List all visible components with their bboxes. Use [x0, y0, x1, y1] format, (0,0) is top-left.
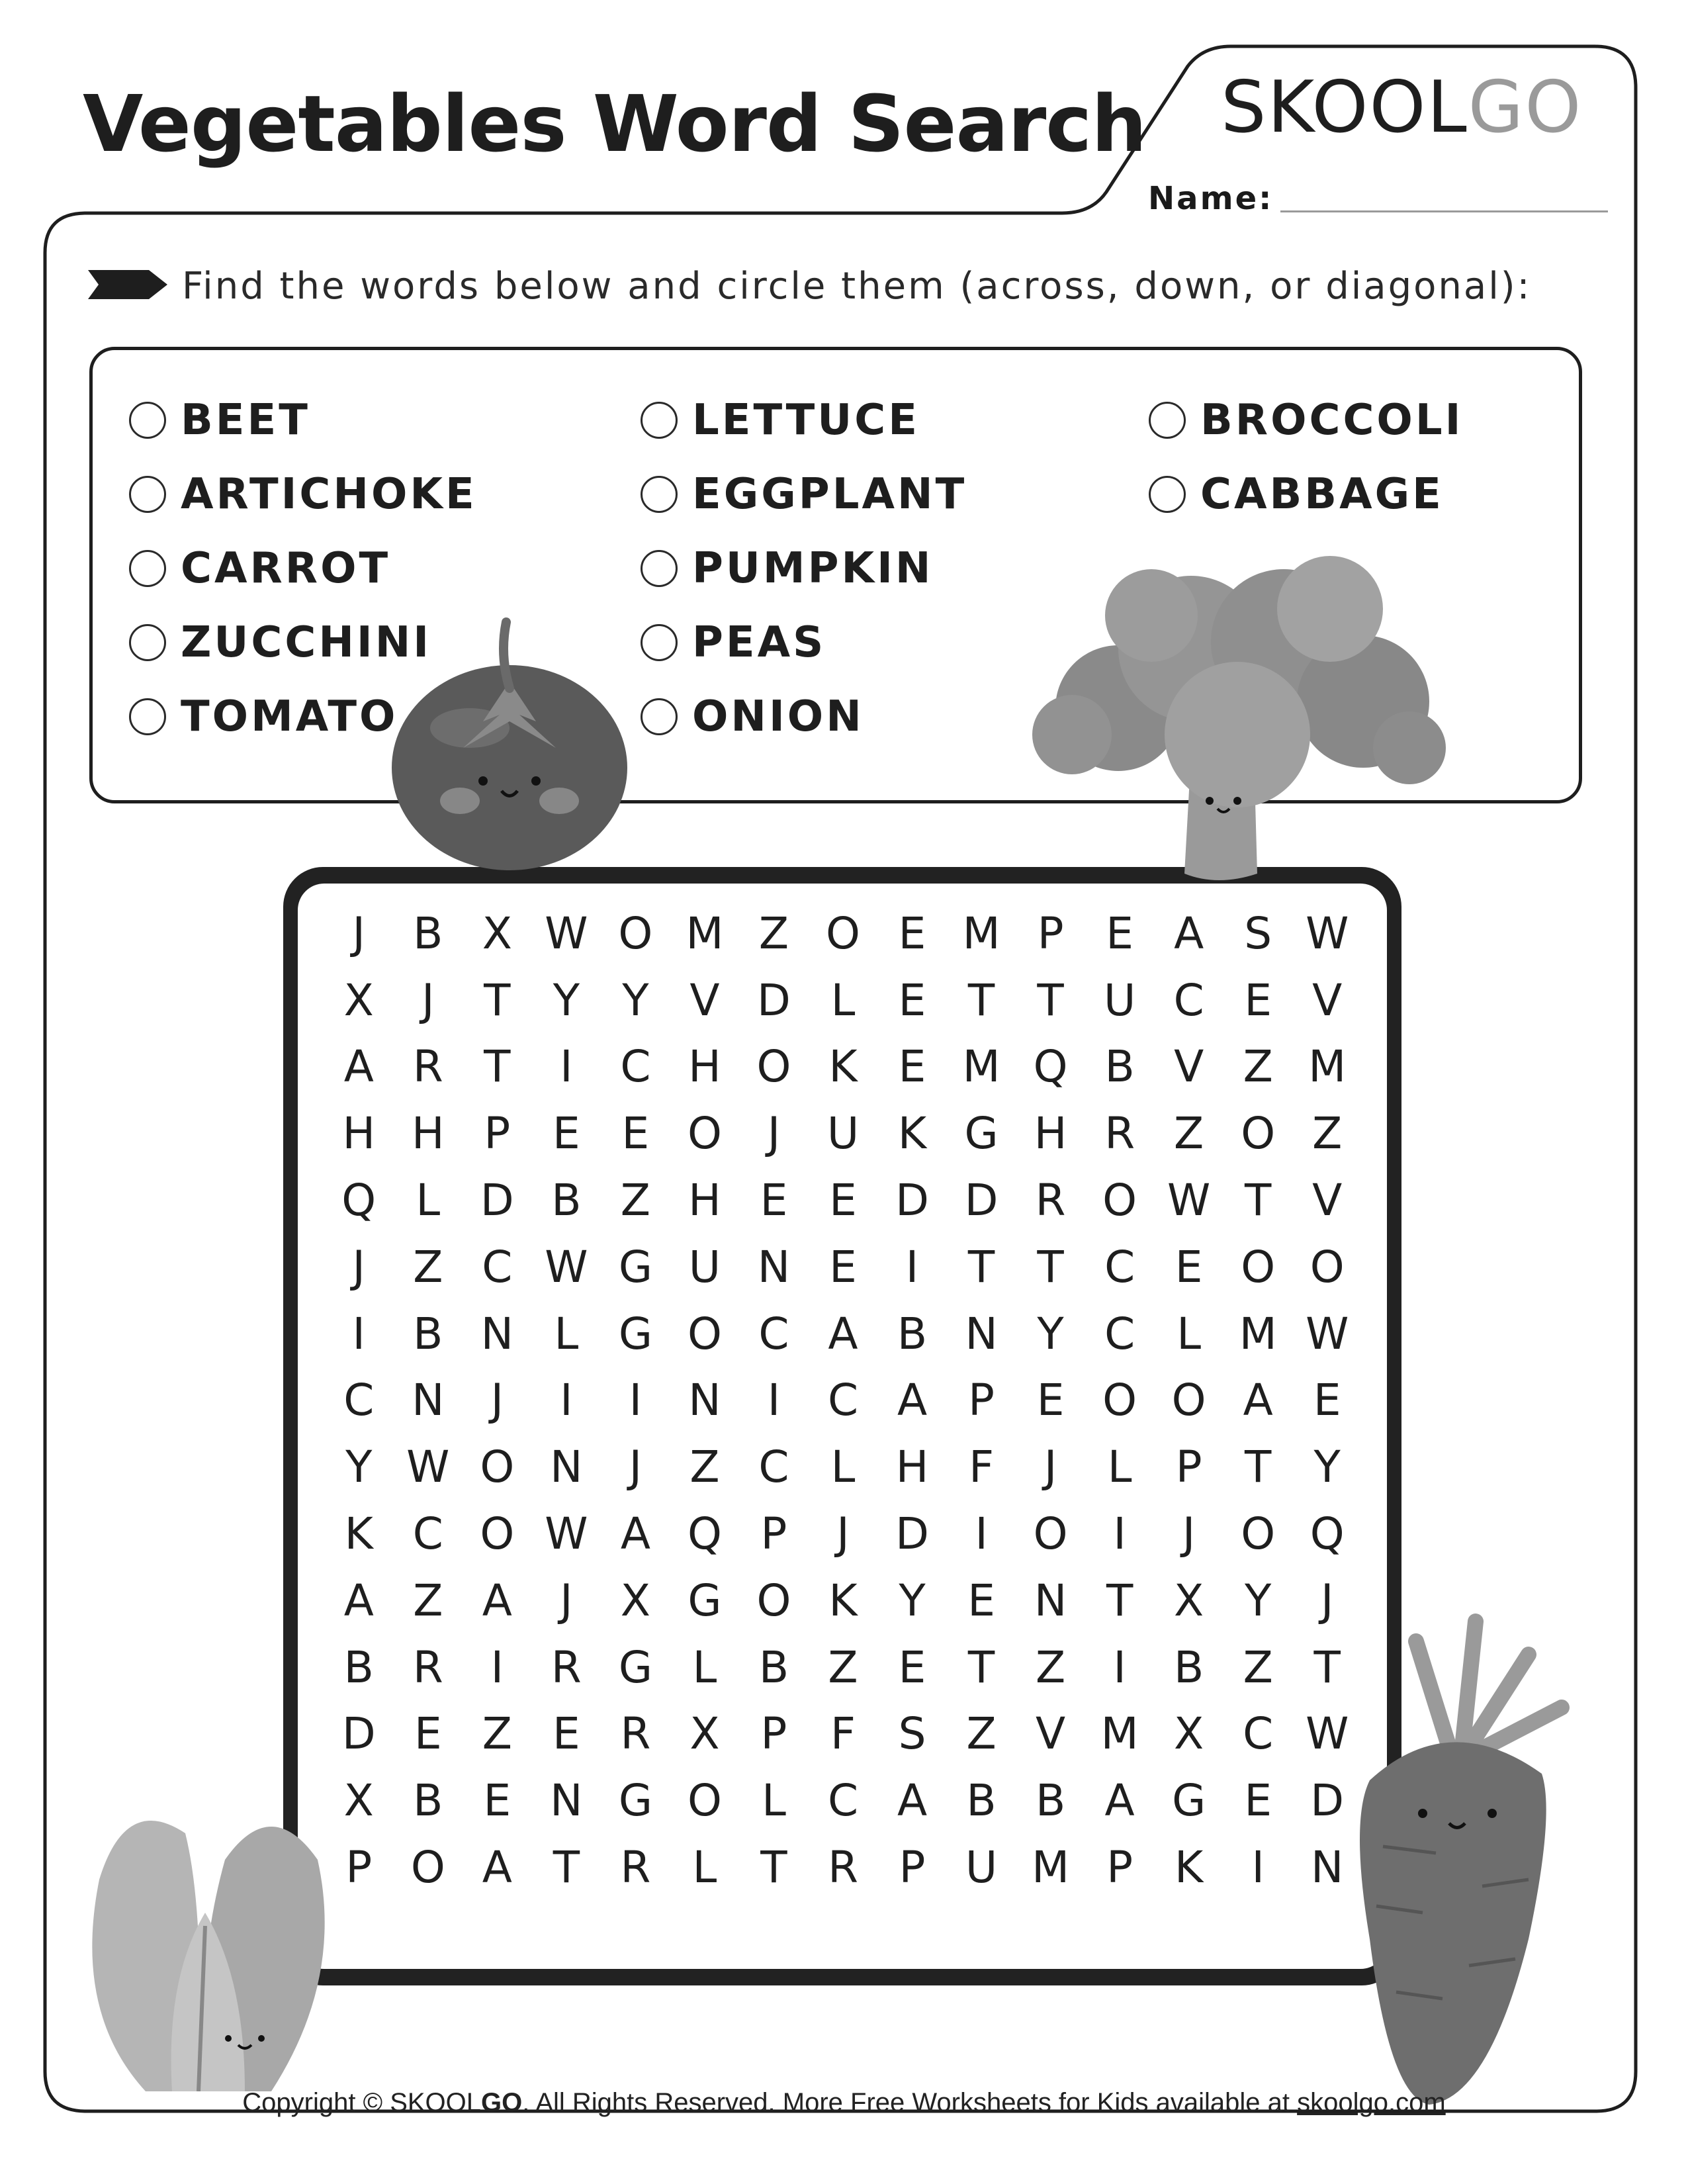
grid-letter[interactable]: G — [1172, 1775, 1206, 1827]
grid-letter[interactable]: Y — [345, 1441, 373, 1493]
grid-letter[interactable]: O — [1033, 1508, 1068, 1560]
grid-letter[interactable]: J — [422, 974, 435, 1026]
grid-letter[interactable]: X — [343, 974, 374, 1026]
grid-letter[interactable]: O — [480, 1508, 515, 1560]
grid-letter[interactable]: Q — [1310, 1508, 1345, 1560]
grid-letter[interactable]: D — [964, 1175, 999, 1226]
grid-letter[interactable]: J — [767, 1108, 781, 1160]
grid-letter[interactable]: O — [410, 1842, 445, 1893]
grid-letter[interactable]: U — [1103, 974, 1136, 1026]
grid-letter[interactable]: B — [413, 1308, 443, 1359]
grid-letter[interactable]: R — [412, 1641, 443, 1693]
page-title: Vegetables Word Search — [83, 78, 1147, 169]
grid-letter[interactable]: U — [688, 1241, 721, 1293]
word-item[interactable] — [641, 465, 967, 524]
grid-letter[interactable]: N — [480, 1308, 514, 1359]
grid-letter[interactable]: H — [411, 1108, 445, 1160]
grid-letter[interactable]: E — [898, 1641, 926, 1693]
grid-letter[interactable]: N — [757, 1241, 791, 1293]
grid-letter[interactable]: Y — [553, 974, 580, 1026]
grid-letter[interactable]: V — [1174, 1041, 1204, 1093]
grid-letter[interactable]: T — [1245, 1175, 1272, 1226]
grid-letter[interactable]: O — [687, 1775, 722, 1827]
grid-letter[interactable]: M — [1239, 1308, 1277, 1359]
grid-letter[interactable]: I — [560, 1041, 573, 1093]
grid-letter[interactable]: D — [341, 1708, 376, 1760]
word-item[interactable] — [641, 390, 920, 450]
grid-letter[interactable]: B — [1174, 1641, 1204, 1693]
grid-letter[interactable]: Y — [899, 1574, 926, 1626]
word-item[interactable] — [641, 613, 826, 672]
grid-letter[interactable]: P — [760, 1708, 787, 1760]
grid-letter[interactable]: B — [1035, 1775, 1066, 1827]
letter-grid — [324, 900, 1362, 1901]
grid-letter[interactable]: E — [553, 1708, 580, 1760]
grid-letter[interactable]: E — [898, 907, 926, 959]
word-label: BEET — [181, 396, 310, 445]
tomato-illustration-icon — [384, 609, 635, 887]
word-label: BROCCOLI — [1200, 396, 1464, 445]
grid-letter[interactable]: Z — [1174, 1108, 1204, 1160]
grid-letter[interactable]: E — [483, 1775, 511, 1827]
grid-letter[interactable]: C — [412, 1508, 443, 1560]
copyright-prefix: Copyright © SKOOL — [242, 2088, 482, 2117]
grid-letter[interactable]: M — [1032, 1842, 1070, 1893]
grid-letter[interactable]: I — [352, 1308, 365, 1359]
grid-letter[interactable]: G — [964, 1108, 999, 1160]
grid-letter[interactable]: K — [344, 1508, 373, 1560]
grid-letter[interactable]: Z — [1243, 1641, 1273, 1693]
grid-letter[interactable]: Z — [620, 1175, 650, 1226]
grid-letter[interactable]: E — [1313, 1375, 1341, 1426]
grid-letter[interactable]: I — [629, 1375, 643, 1426]
grid-letter[interactable]: P — [760, 1508, 787, 1560]
grid-letter[interactable]: U — [965, 1842, 998, 1893]
grid-letter[interactable]: O — [687, 1308, 722, 1359]
grid-letter[interactable]: R — [1035, 1175, 1066, 1226]
checkbox-circle-icon[interactable] — [129, 476, 166, 513]
grid-letter[interactable]: X — [689, 1708, 720, 1760]
grid-letter[interactable]: I — [905, 1241, 919, 1293]
checkbox-circle-icon[interactable] — [1149, 476, 1186, 513]
grid-letter[interactable]: L — [416, 1175, 441, 1226]
grid-letter[interactable]: Z — [413, 1241, 443, 1293]
grid-letter[interactable]: R — [828, 1842, 858, 1893]
checkbox-circle-icon[interactable] — [129, 550, 166, 587]
grid-letter[interactable]: C — [1243, 1708, 1274, 1760]
grid-letter[interactable]: O — [756, 1041, 791, 1093]
grid-letter[interactable]: C — [482, 1241, 513, 1293]
grid-letter[interactable]: O — [756, 1574, 791, 1626]
name-input-line[interactable] — [1280, 210, 1608, 212]
brand-logo — [1221, 66, 1582, 149]
grid-letter[interactable]: E — [1244, 974, 1272, 1026]
checkbox-circle-icon[interactable] — [641, 698, 678, 735]
grid-letter[interactable]: A — [1243, 1375, 1273, 1426]
word-label: PUMPKIN — [692, 544, 934, 593]
grid-letter[interactable]: O — [1241, 1108, 1276, 1160]
grid-letter[interactable]: K — [1175, 1842, 1204, 1893]
grid-letter[interactable]: Z — [828, 1641, 858, 1693]
grid-letter[interactable]: O — [826, 907, 860, 959]
copyright-middle: . All Rights Reserved. More Free Worksheets for Kids available at — [522, 2088, 1298, 2117]
grid-letter[interactable]: P — [968, 1375, 995, 1426]
grid-letter[interactable]: C — [1173, 974, 1204, 1026]
grid-letter[interactable]: R — [620, 1842, 651, 1893]
word-label: CABBAGE — [1200, 470, 1444, 519]
grid-letter[interactable]: T — [1245, 1441, 1272, 1493]
grid-letter[interactable]: D — [480, 1175, 514, 1226]
grid-letter[interactable]: V — [1312, 1175, 1343, 1226]
grid-letter[interactable]: W — [406, 1441, 450, 1493]
grid-letter[interactable]: A — [897, 1775, 928, 1827]
grid-letter[interactable]: N — [1034, 1574, 1067, 1626]
checkbox-circle-icon[interactable] — [641, 402, 678, 439]
grid-letter[interactable]: C — [827, 1775, 859, 1827]
grid-letter[interactable]: T — [1106, 1574, 1133, 1626]
logo-text-go: GO — [1468, 66, 1583, 149]
grid-letter[interactable]: L — [692, 1641, 717, 1693]
grid-letter[interactable]: I — [1251, 1842, 1265, 1893]
checkbox-circle-icon[interactable] — [129, 698, 166, 735]
grid-letter[interactable]: J — [1320, 1574, 1334, 1626]
arrow-icon — [88, 270, 167, 299]
grid-letter[interactable]: A — [828, 1308, 858, 1359]
grid-letter[interactable]: C — [827, 1375, 859, 1426]
grid-letter[interactable]: T — [1037, 974, 1064, 1026]
grid-letter[interactable]: B — [897, 1308, 928, 1359]
word-item[interactable] — [129, 390, 310, 450]
word-label: TOMATO — [181, 692, 398, 741]
grid-letter[interactable]: F — [830, 1708, 856, 1760]
grid-letter[interactable]: I — [560, 1375, 573, 1426]
grid-letter[interactable]: H — [688, 1175, 721, 1226]
grid-letter[interactable]: P — [1175, 1441, 1202, 1493]
grid-letter[interactable]: O — [618, 907, 653, 959]
checkbox-circle-icon[interactable] — [641, 624, 678, 661]
grid-letter[interactable]: N — [1311, 1842, 1344, 1893]
grid-letter[interactable]: E — [414, 1708, 442, 1760]
grid-letter[interactable]: E — [829, 1241, 857, 1293]
grid-letter[interactable]: Y — [1245, 1574, 1272, 1626]
grid-letter[interactable]: L — [692, 1842, 717, 1893]
grid-letter[interactable]: B — [1104, 1041, 1135, 1093]
word-item[interactable] — [129, 465, 477, 524]
grid-letter[interactable]: C — [758, 1441, 789, 1493]
grid-letter[interactable]: R — [551, 1641, 582, 1693]
grid-letter[interactable]: D — [895, 1508, 929, 1560]
grid-letter[interactable]: E — [621, 1108, 650, 1160]
checkbox-circle-icon[interactable] — [641, 476, 678, 513]
word-label: LETTUCE — [692, 396, 920, 445]
grid-letter[interactable]: J — [836, 1508, 850, 1560]
grid-letter[interactable]: K — [897, 1108, 927, 1160]
grid-letter[interactable]: T — [760, 1842, 787, 1893]
grid-letter[interactable]: Q — [687, 1508, 722, 1560]
grid-letter[interactable]: D — [895, 1175, 929, 1226]
checkbox-circle-icon[interactable] — [129, 402, 166, 439]
grid-letter[interactable]: L — [554, 1308, 579, 1359]
grid-letter[interactable]: A — [897, 1375, 928, 1426]
grid-letter[interactable]: B — [758, 1641, 789, 1693]
grid-letter[interactable]: V — [689, 974, 720, 1026]
name-label: Name: — [1148, 180, 1274, 217]
grid-letter[interactable]: Z — [689, 1441, 720, 1493]
grid-letter[interactable]: H — [342, 1108, 376, 1160]
grid-letter[interactable]: O — [1241, 1508, 1276, 1560]
grid-letter[interactable]: I — [767, 1375, 781, 1426]
grid-letter[interactable]: W — [545, 907, 588, 959]
grid-letter[interactable]: T — [484, 974, 511, 1026]
word-label: EGGPLANT — [692, 470, 967, 519]
grid-letter[interactable]: D — [1310, 1775, 1345, 1827]
grid-letter[interactable]: B — [413, 1775, 443, 1827]
grid-letter[interactable]: Z — [1243, 1041, 1273, 1093]
grid-letter[interactable]: P — [1037, 907, 1064, 959]
instruction-text: Find the words below and circle them (across, down, or diagonal): — [182, 265, 1532, 308]
grid-letter[interactable]: G — [618, 1241, 652, 1293]
grid-letter[interactable]: A — [482, 1842, 512, 1893]
grid-letter[interactable]: G — [688, 1574, 722, 1626]
grid-letter[interactable]: E — [829, 1175, 857, 1226]
word-label: PEAS — [692, 618, 826, 667]
grid-letter[interactable]: R — [1104, 1108, 1135, 1160]
grid-letter[interactable]: C — [343, 1375, 375, 1426]
grid-letter[interactable]: Q — [341, 1175, 377, 1226]
grid-letter[interactable]: A — [343, 1574, 374, 1626]
grid-letter[interactable]: M — [1308, 1041, 1347, 1093]
grid-letter[interactable]: T — [484, 1041, 511, 1093]
grid-letter[interactable]: U — [826, 1108, 860, 1160]
copyright-footer — [0, 2088, 1688, 2118]
grid-letter[interactable]: N — [550, 1441, 583, 1493]
grid-letter[interactable]: A — [1104, 1775, 1135, 1827]
grid-letter[interactable]: E — [1106, 907, 1133, 959]
word-item[interactable] — [1149, 390, 1463, 450]
grid-letter[interactable]: M — [962, 1041, 1000, 1093]
grid-letter[interactable]: M — [1100, 1708, 1139, 1760]
grid-letter[interactable]: N — [688, 1375, 721, 1426]
grid-letter[interactable]: I — [975, 1508, 988, 1560]
grid-letter[interactable]: Q — [1033, 1041, 1068, 1093]
grid-letter[interactable]: L — [830, 1441, 856, 1493]
word-item[interactable] — [129, 687, 398, 747]
grid-letter[interactable]: M — [962, 907, 1000, 959]
grid-letter[interactable]: N — [550, 1775, 583, 1827]
grid-letter[interactable]: T — [1313, 1641, 1341, 1693]
grid-letter[interactable]: E — [898, 974, 926, 1026]
grid-letter[interactable]: T — [967, 1641, 995, 1693]
grid-letter[interactable]: R — [620, 1708, 651, 1760]
grid-letter[interactable]: X — [482, 907, 512, 959]
word-label: ONION — [692, 692, 864, 741]
grid-letter[interactable]: X — [343, 1775, 374, 1827]
word-label: CARROT — [181, 544, 391, 593]
grid-letter[interactable]: W — [545, 1508, 588, 1560]
grid-letter[interactable]: P — [484, 1108, 511, 1160]
grid-letter[interactable]: B — [343, 1641, 374, 1693]
grid-letter[interactable]: J — [352, 907, 365, 959]
grid-letter[interactable]: J — [1182, 1508, 1196, 1560]
grid-letter[interactable]: Z — [758, 907, 789, 959]
grid-letter[interactable]: Y — [622, 974, 649, 1026]
checkbox-circle-icon[interactable] — [129, 624, 166, 661]
grid-letter[interactable]: H — [1034, 1108, 1067, 1160]
grid-letter[interactable]: I — [490, 1641, 504, 1693]
grid-letter[interactable]: W — [1306, 1708, 1349, 1760]
grid-letter[interactable]: K — [828, 1041, 858, 1093]
lettuce-illustration-icon — [73, 1780, 351, 2091]
grid-letter[interactable]: T — [1037, 1241, 1064, 1293]
grid-letter[interactable]: F — [969, 1441, 995, 1493]
grid-letter[interactable]: L — [1107, 1441, 1132, 1493]
grid-letter[interactable]: O — [1310, 1241, 1345, 1293]
grid-letter[interactable]: L — [762, 1775, 786, 1827]
grid-letter[interactable]: E — [553, 1108, 580, 1160]
grid-letter[interactable]: G — [618, 1641, 652, 1693]
footer-website-link[interactable]: skoolgo.com — [1297, 2088, 1446, 2117]
grid-letter[interactable]: C — [620, 1041, 651, 1093]
grid-letter[interactable]: I — [1113, 1641, 1126, 1693]
grid-letter[interactable]: K — [828, 1574, 858, 1626]
grid-letter[interactable]: Z — [413, 1574, 443, 1626]
grid-letter[interactable]: S — [898, 1708, 926, 1760]
grid-letter[interactable]: T — [967, 1241, 995, 1293]
grid-letter[interactable]: W — [1167, 1175, 1211, 1226]
grid-letter[interactable]: T — [553, 1842, 580, 1893]
grid-letter[interactable]: E — [967, 1574, 995, 1626]
grid-letter[interactable]: J — [1044, 1441, 1057, 1493]
grid-letter[interactable]: L — [1177, 1308, 1202, 1359]
grid-letter[interactable]: Z — [482, 1708, 512, 1760]
word-label: ARTICHOKE — [181, 470, 477, 519]
grid-letter[interactable]: Z — [966, 1708, 997, 1760]
grid-letter[interactable]: W — [1306, 907, 1349, 959]
word-item[interactable] — [641, 687, 864, 747]
checkbox-circle-icon[interactable] — [1149, 402, 1186, 439]
grid-letter[interactable]: N — [965, 1308, 998, 1359]
word-item[interactable] — [129, 539, 390, 598]
grid-letter[interactable]: O — [1102, 1375, 1137, 1426]
carrot-illustration-icon — [1330, 1595, 1575, 2111]
grid-letter[interactable]: Z — [1312, 1108, 1343, 1160]
grid-letter[interactable]: L — [830, 974, 856, 1026]
grid-letter[interactable]: J — [490, 1375, 504, 1426]
logo-text-skool: SKOOL — [1221, 66, 1468, 149]
word-item[interactable] — [1149, 465, 1444, 524]
grid-letter[interactable]: E — [1244, 1775, 1272, 1827]
grid-letter[interactable]: A — [482, 1574, 512, 1626]
grid-letter[interactable]: J — [560, 1574, 573, 1626]
grid-letter[interactable]: J — [352, 1241, 365, 1293]
grid-letter[interactable]: A — [343, 1041, 374, 1093]
grid-letter[interactable]: P — [1106, 1842, 1133, 1893]
grid-letter[interactable]: O — [687, 1108, 722, 1160]
grid-letter[interactable]: P — [899, 1842, 926, 1893]
grid-letter[interactable]: R — [412, 1041, 443, 1093]
grid-letter[interactable]: X — [1174, 1574, 1204, 1626]
grid-letter[interactable]: O — [1171, 1375, 1206, 1426]
grid-letter[interactable]: E — [898, 1041, 926, 1093]
grid-letter[interactable]: J — [629, 1441, 643, 1493]
grid-letter[interactable]: N — [412, 1375, 445, 1426]
grid-letter[interactable]: V — [1312, 974, 1343, 1026]
grid-letter[interactable]: M — [686, 907, 724, 959]
grid-letter[interactable]: Z — [1035, 1641, 1066, 1693]
grid-letter[interactable]: T — [967, 974, 995, 1026]
word-item[interactable] — [641, 539, 933, 598]
grid-letter[interactable]: B — [966, 1775, 997, 1827]
grid-letter[interactable]: G — [618, 1775, 652, 1827]
grid-letter[interactable]: E — [1036, 1375, 1065, 1426]
grid-letter[interactable]: B — [413, 907, 443, 959]
grid-letter[interactable]: B — [551, 1175, 582, 1226]
grid-letter[interactable]: O — [1102, 1175, 1137, 1226]
broccoli-illustration-icon — [1019, 536, 1449, 893]
grid-letter[interactable]: X — [1174, 1708, 1204, 1760]
grid-letter[interactable]: C — [1104, 1241, 1135, 1293]
grid-letter[interactable]: H — [895, 1441, 929, 1493]
grid-letter[interactable]: O — [480, 1441, 515, 1493]
grid-letter[interactable]: C — [1104, 1308, 1135, 1359]
grid-letter[interactable]: W — [1306, 1308, 1349, 1359]
grid-letter[interactable]: D — [757, 974, 791, 1026]
grid-letter[interactable]: E — [1175, 1241, 1203, 1293]
grid-letter[interactable]: V — [1036, 1708, 1066, 1760]
word-label: ZUCCHINI — [181, 618, 432, 667]
copyright-brand-go: GO — [481, 2088, 523, 2117]
grid-letter[interactable]: P — [345, 1842, 373, 1893]
grid-letter[interactable]: S — [1244, 907, 1272, 959]
grid-letter[interactable]: A — [1174, 907, 1204, 959]
grid-letter[interactable]: Y — [1037, 1308, 1064, 1359]
checkbox-circle-icon[interactable] — [641, 550, 678, 587]
grid-letter[interactable]: C — [758, 1308, 789, 1359]
grid-letter[interactable]: O — [1241, 1241, 1276, 1293]
grid-letter[interactable]: G — [618, 1308, 652, 1359]
grid-letter[interactable]: H — [688, 1041, 721, 1093]
grid-letter[interactable]: A — [620, 1508, 650, 1560]
grid-letter[interactable]: Y — [1313, 1441, 1341, 1493]
grid-letter[interactable]: W — [545, 1241, 588, 1293]
grid-letter[interactable]: E — [760, 1175, 788, 1226]
grid-letter[interactable]: X — [620, 1574, 650, 1626]
grid-letter[interactable]: I — [1113, 1508, 1126, 1560]
